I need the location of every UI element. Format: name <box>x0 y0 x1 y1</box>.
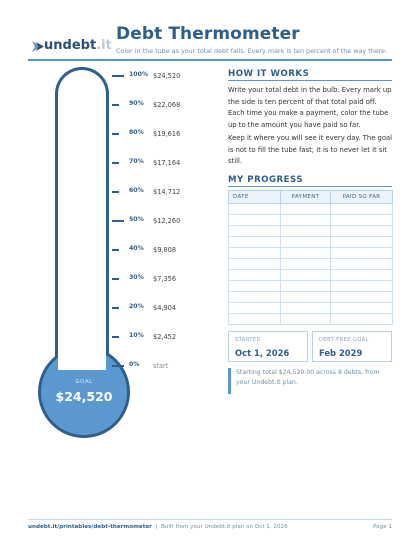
table-cell[interactable] <box>281 259 331 270</box>
table-row <box>229 270 393 281</box>
column-header-date: DATE <box>229 191 281 204</box>
scale-percent: 40% <box>129 245 144 252</box>
scale-amount: $12,260 <box>153 217 181 225</box>
table-cell[interactable] <box>281 226 331 237</box>
table-cell[interactable] <box>331 270 393 281</box>
logo-wordmark: undebt.it <box>44 38 112 53</box>
column-header-paid-so-far: PAID SO FAR <box>331 191 393 204</box>
table-row <box>229 303 393 314</box>
table-cell[interactable] <box>229 314 281 325</box>
column-header-payment: PAYMENT <box>281 191 331 204</box>
thermometer-tube <box>55 67 109 383</box>
table-row <box>229 248 393 259</box>
scale-amount: $9,808 <box>153 246 177 254</box>
progress-table <box>228 190 393 325</box>
table-cell[interactable] <box>281 281 331 292</box>
scale-tick <box>112 278 119 280</box>
plan-note-text: Starting total $24,520.00 across 8 debts, from your Undebt.it plan. <box>236 369 380 386</box>
table-row <box>229 292 393 303</box>
scale-tick <box>112 336 119 338</box>
scale-percent: 0% <box>129 361 140 368</box>
table-cell[interactable] <box>281 314 331 325</box>
how-it-works-heading: HOW IT WORKS <box>228 69 310 79</box>
table-cell[interactable] <box>331 226 393 237</box>
table-cell[interactable] <box>281 303 331 314</box>
scale-percent: 50% <box>129 216 144 223</box>
table-cell[interactable] <box>331 237 393 248</box>
table-cell[interactable] <box>331 215 393 226</box>
table-cell[interactable] <box>229 281 281 292</box>
scale-percent: 60% <box>129 187 144 194</box>
scale-amount: $7,356 <box>153 275 177 283</box>
scale-amount: $24,520 <box>153 72 181 80</box>
table-cell[interactable] <box>281 215 331 226</box>
how-it-works-paragraph-2: Keep it where you will see it every day. The goal is not to fill the tube fast; it is to never let it sit still. <box>228 134 393 165</box>
header-divider <box>28 59 392 61</box>
scale-percent: 100% <box>129 71 149 78</box>
table-cell[interactable] <box>229 259 281 270</box>
scale-percent: 70% <box>129 158 144 165</box>
table-cell[interactable] <box>281 270 331 281</box>
scale-amount: $2,452 <box>153 333 177 341</box>
table-cell[interactable] <box>229 303 281 314</box>
debt-free-goal-value: Feb 2029 <box>319 348 363 358</box>
page-subtitle: Color in the tube as your total debt falls. Every mark is ten percent of the way there. <box>116 47 388 55</box>
started-value: Oct 1, 2026 <box>235 348 290 358</box>
table-cell[interactable] <box>331 292 393 303</box>
how-it-works-paragraph-1: Write your total debt in the bulb. Every mark up the side is ten percent of that total paid off. Each time you make a payment, color the tube up to the amount you have paid so far. <box>228 86 392 129</box>
scale-tick <box>112 162 119 164</box>
table-cell[interactable] <box>229 292 281 303</box>
footer-divider <box>28 519 392 520</box>
scale-percent: 80% <box>129 129 144 136</box>
scale-percent: 10% <box>129 332 144 339</box>
my-progress-heading: MY PROGRESS <box>228 175 304 185</box>
table-cell[interactable] <box>281 237 331 248</box>
scale-amount: $17,164 <box>153 159 181 167</box>
table-cell[interactable] <box>281 248 331 259</box>
started-label: STARTED <box>235 337 261 343</box>
table-cell[interactable] <box>331 248 393 259</box>
scale-tick <box>112 220 124 222</box>
scale-amount: $22,068 <box>153 101 181 109</box>
table-cell[interactable] <box>229 248 281 259</box>
scale-tick <box>112 133 119 135</box>
scale-amount: $19,616 <box>153 130 181 138</box>
progress-table-body <box>229 204 393 325</box>
table-cell[interactable] <box>229 270 281 281</box>
footer-separator: | <box>153 524 161 530</box>
footer-source <box>28 524 288 530</box>
bulb-goal-label: GOAL <box>75 379 93 385</box>
page-number: Page 1 <box>373 524 392 530</box>
scale-tick <box>112 307 119 309</box>
undebt-logo <box>32 38 112 56</box>
table-row <box>229 314 393 325</box>
scale-amount: $14,712 <box>153 188 181 196</box>
thermometer-neck <box>58 346 106 370</box>
bulb-goal-value: $24,520 <box>55 389 113 404</box>
table-cell[interactable] <box>331 281 393 292</box>
scale-amount: $4,904 <box>153 304 177 312</box>
page-header <box>0 0 420 60</box>
progress-table-header <box>229 191 393 204</box>
table-cell[interactable] <box>331 259 393 270</box>
table-cell[interactable] <box>281 292 331 303</box>
table-row <box>229 259 393 270</box>
table-row <box>229 204 393 215</box>
table-cell[interactable] <box>229 237 281 248</box>
table-cell[interactable] <box>331 303 393 314</box>
scale-percent: 90% <box>129 100 144 107</box>
page-title: Debt Thermometer <box>116 24 300 44</box>
scale-tick <box>112 104 119 106</box>
table-cell[interactable] <box>229 226 281 237</box>
scale-tick <box>112 249 119 251</box>
table-row <box>229 281 393 292</box>
table-cell[interactable] <box>331 204 393 215</box>
table-cell[interactable] <box>229 204 281 215</box>
scale-tick <box>112 365 124 367</box>
how-it-works-divider <box>228 80 392 81</box>
debt-free-goal-card <box>312 331 392 362</box>
scale-percent: 20% <box>129 303 144 310</box>
started-card <box>228 331 308 362</box>
table-row <box>229 226 393 237</box>
table-cell[interactable] <box>229 215 281 226</box>
table-row <box>229 215 393 226</box>
my-progress-divider <box>228 186 392 187</box>
table-cell[interactable] <box>281 204 331 215</box>
footer-url[interactable]: undebt.it/printables/debt-thermometer <box>28 524 152 530</box>
debt-free-goal-label: DEBT-FREE GOAL <box>319 337 369 343</box>
scale-tick <box>112 191 119 193</box>
plan-note <box>228 368 392 394</box>
table-cell[interactable] <box>331 314 393 325</box>
table-row <box>229 237 393 248</box>
scale-amount: start <box>153 362 169 370</box>
scale-tick <box>112 75 124 77</box>
scale-percent: 30% <box>129 274 144 281</box>
footer-tagline: Built from your Undebt.it plan on Oct 1, 2026 <box>160 524 288 530</box>
